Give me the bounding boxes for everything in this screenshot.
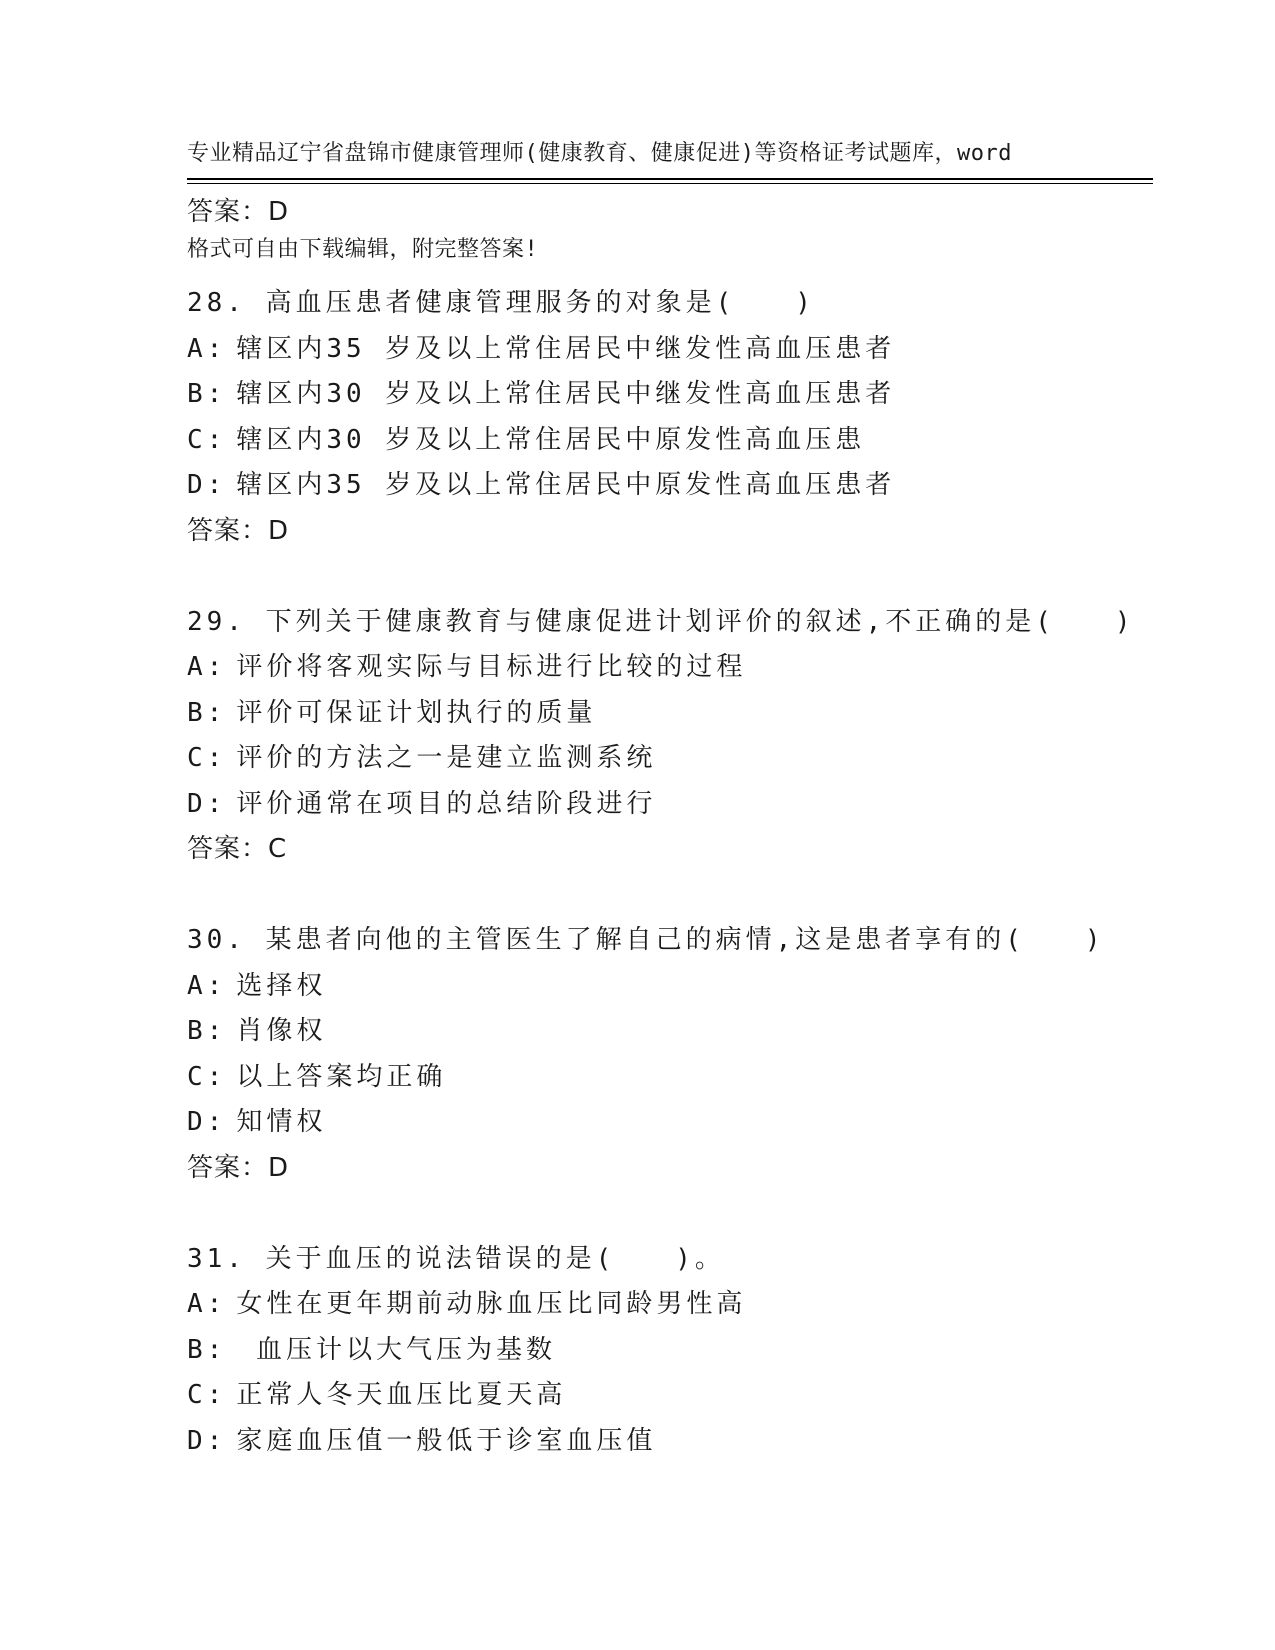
option-a <box>187 1282 1153 1328</box>
option-text: 辖区内30 岁及以上常住居民中继发性高血压患者 <box>236 379 896 409</box>
question-stem: 31. 关于血压的说法错误的是( )。 <box>187 1243 725 1274</box>
spacer <box>187 1191 1153 1237</box>
option-d <box>187 463 1153 509</box>
answer: 答案：D <box>187 515 290 546</box>
option-d <box>187 782 1153 828</box>
option-text: 辖区内35 岁及以上常住居民中原发性高血压患者 <box>236 470 896 500</box>
option-text: 家庭血压值一般低于诊室血压值 <box>236 1425 657 1456</box>
option-text: 评价的方法之一是建立监测系统 <box>236 743 657 773</box>
option-key: A: <box>187 333 227 364</box>
option-d <box>187 1419 1153 1465</box>
question-31 <box>187 1237 1153 1465</box>
option-d <box>187 1100 1153 1146</box>
option-c <box>187 1373 1153 1419</box>
option-c <box>187 418 1153 464</box>
option-key: B: <box>187 697 227 728</box>
option-key: B: <box>187 1016 227 1046</box>
option-b <box>187 1328 1153 1374</box>
header-rule-thin <box>187 183 1153 184</box>
option-key: B: <box>187 379 227 409</box>
option-key: C: <box>187 1061 227 1092</box>
header-line-2: 格式可自由下载编辑，附完整答案! <box>187 237 539 262</box>
option-text: 评价将客观实际与目标进行比较的过程 <box>236 652 747 682</box>
option-a <box>187 645 1153 691</box>
option-text: 肖像权 <box>236 1016 327 1046</box>
option-b <box>187 1009 1153 1055</box>
option-a <box>187 964 1153 1010</box>
option-text: 辖区内30 岁及以上常住居民中原发性高血压患 <box>236 424 866 455</box>
option-text: 评价通常在项目的总结阶段进行 <box>236 788 657 819</box>
question-stem: 29. 下列关于健康教育与健康促进计划评价的叙述,不正确的是( ) <box>187 606 1135 637</box>
question-28 <box>187 281 1153 554</box>
option-key: C: <box>187 1380 227 1410</box>
option-key: B: <box>187 1334 227 1365</box>
option-key: C: <box>187 424 227 455</box>
option-key: A: <box>187 970 227 1001</box>
option-c <box>187 736 1153 782</box>
option-text: 以上答案均正确 <box>236 1061 447 1092</box>
option-key: D: <box>187 1107 227 1137</box>
question-stem: 30. 某患者向他的主管医生了解自己的病情,这是患者享有的( ) <box>187 925 1105 955</box>
option-b <box>187 372 1153 418</box>
option-c <box>187 1055 1153 1101</box>
option-text: 正常人冬天血压比夏天高 <box>236 1380 567 1410</box>
spacer <box>187 873 1153 919</box>
question-list <box>187 190 1153 1464</box>
option-a <box>187 327 1153 373</box>
option-text: 辖区内35 岁及以上常住居民中继发性高血压患者 <box>236 333 896 364</box>
option-key: D: <box>187 1425 227 1456</box>
option-key: D: <box>187 470 227 500</box>
answer: 答案：C <box>187 834 288 864</box>
option-key: C: <box>187 743 227 773</box>
option-text: 评价可保证计划执行的质量 <box>236 697 597 728</box>
previous-answer: 答案：D <box>187 197 290 227</box>
option-b <box>187 691 1153 737</box>
option-text: 知情权 <box>236 1107 327 1137</box>
option-text: 血压计以大气压为基数 <box>236 1334 556 1365</box>
option-key: A: <box>187 1289 227 1319</box>
answer: 答案：D <box>187 1152 290 1183</box>
option-text: 选择权 <box>236 970 327 1001</box>
question-stem: 28. 高血压患者健康管理服务的对象是( ) <box>187 288 815 318</box>
header-rule-thick <box>187 178 1153 180</box>
option-text: 女性在更年期前动脉血压比同龄男性高 <box>236 1289 747 1319</box>
question-29 <box>187 600 1153 873</box>
header-line-1: 专业精品辽宁省盘锦市健康管理师(健康教育、健康促进)等资格证考试题库，word <box>187 141 1012 166</box>
option-key: A: <box>187 652 227 682</box>
option-key: D: <box>187 788 227 819</box>
spacer <box>187 236 1153 282</box>
question-30 <box>187 918 1153 1191</box>
spacer <box>187 554 1153 600</box>
